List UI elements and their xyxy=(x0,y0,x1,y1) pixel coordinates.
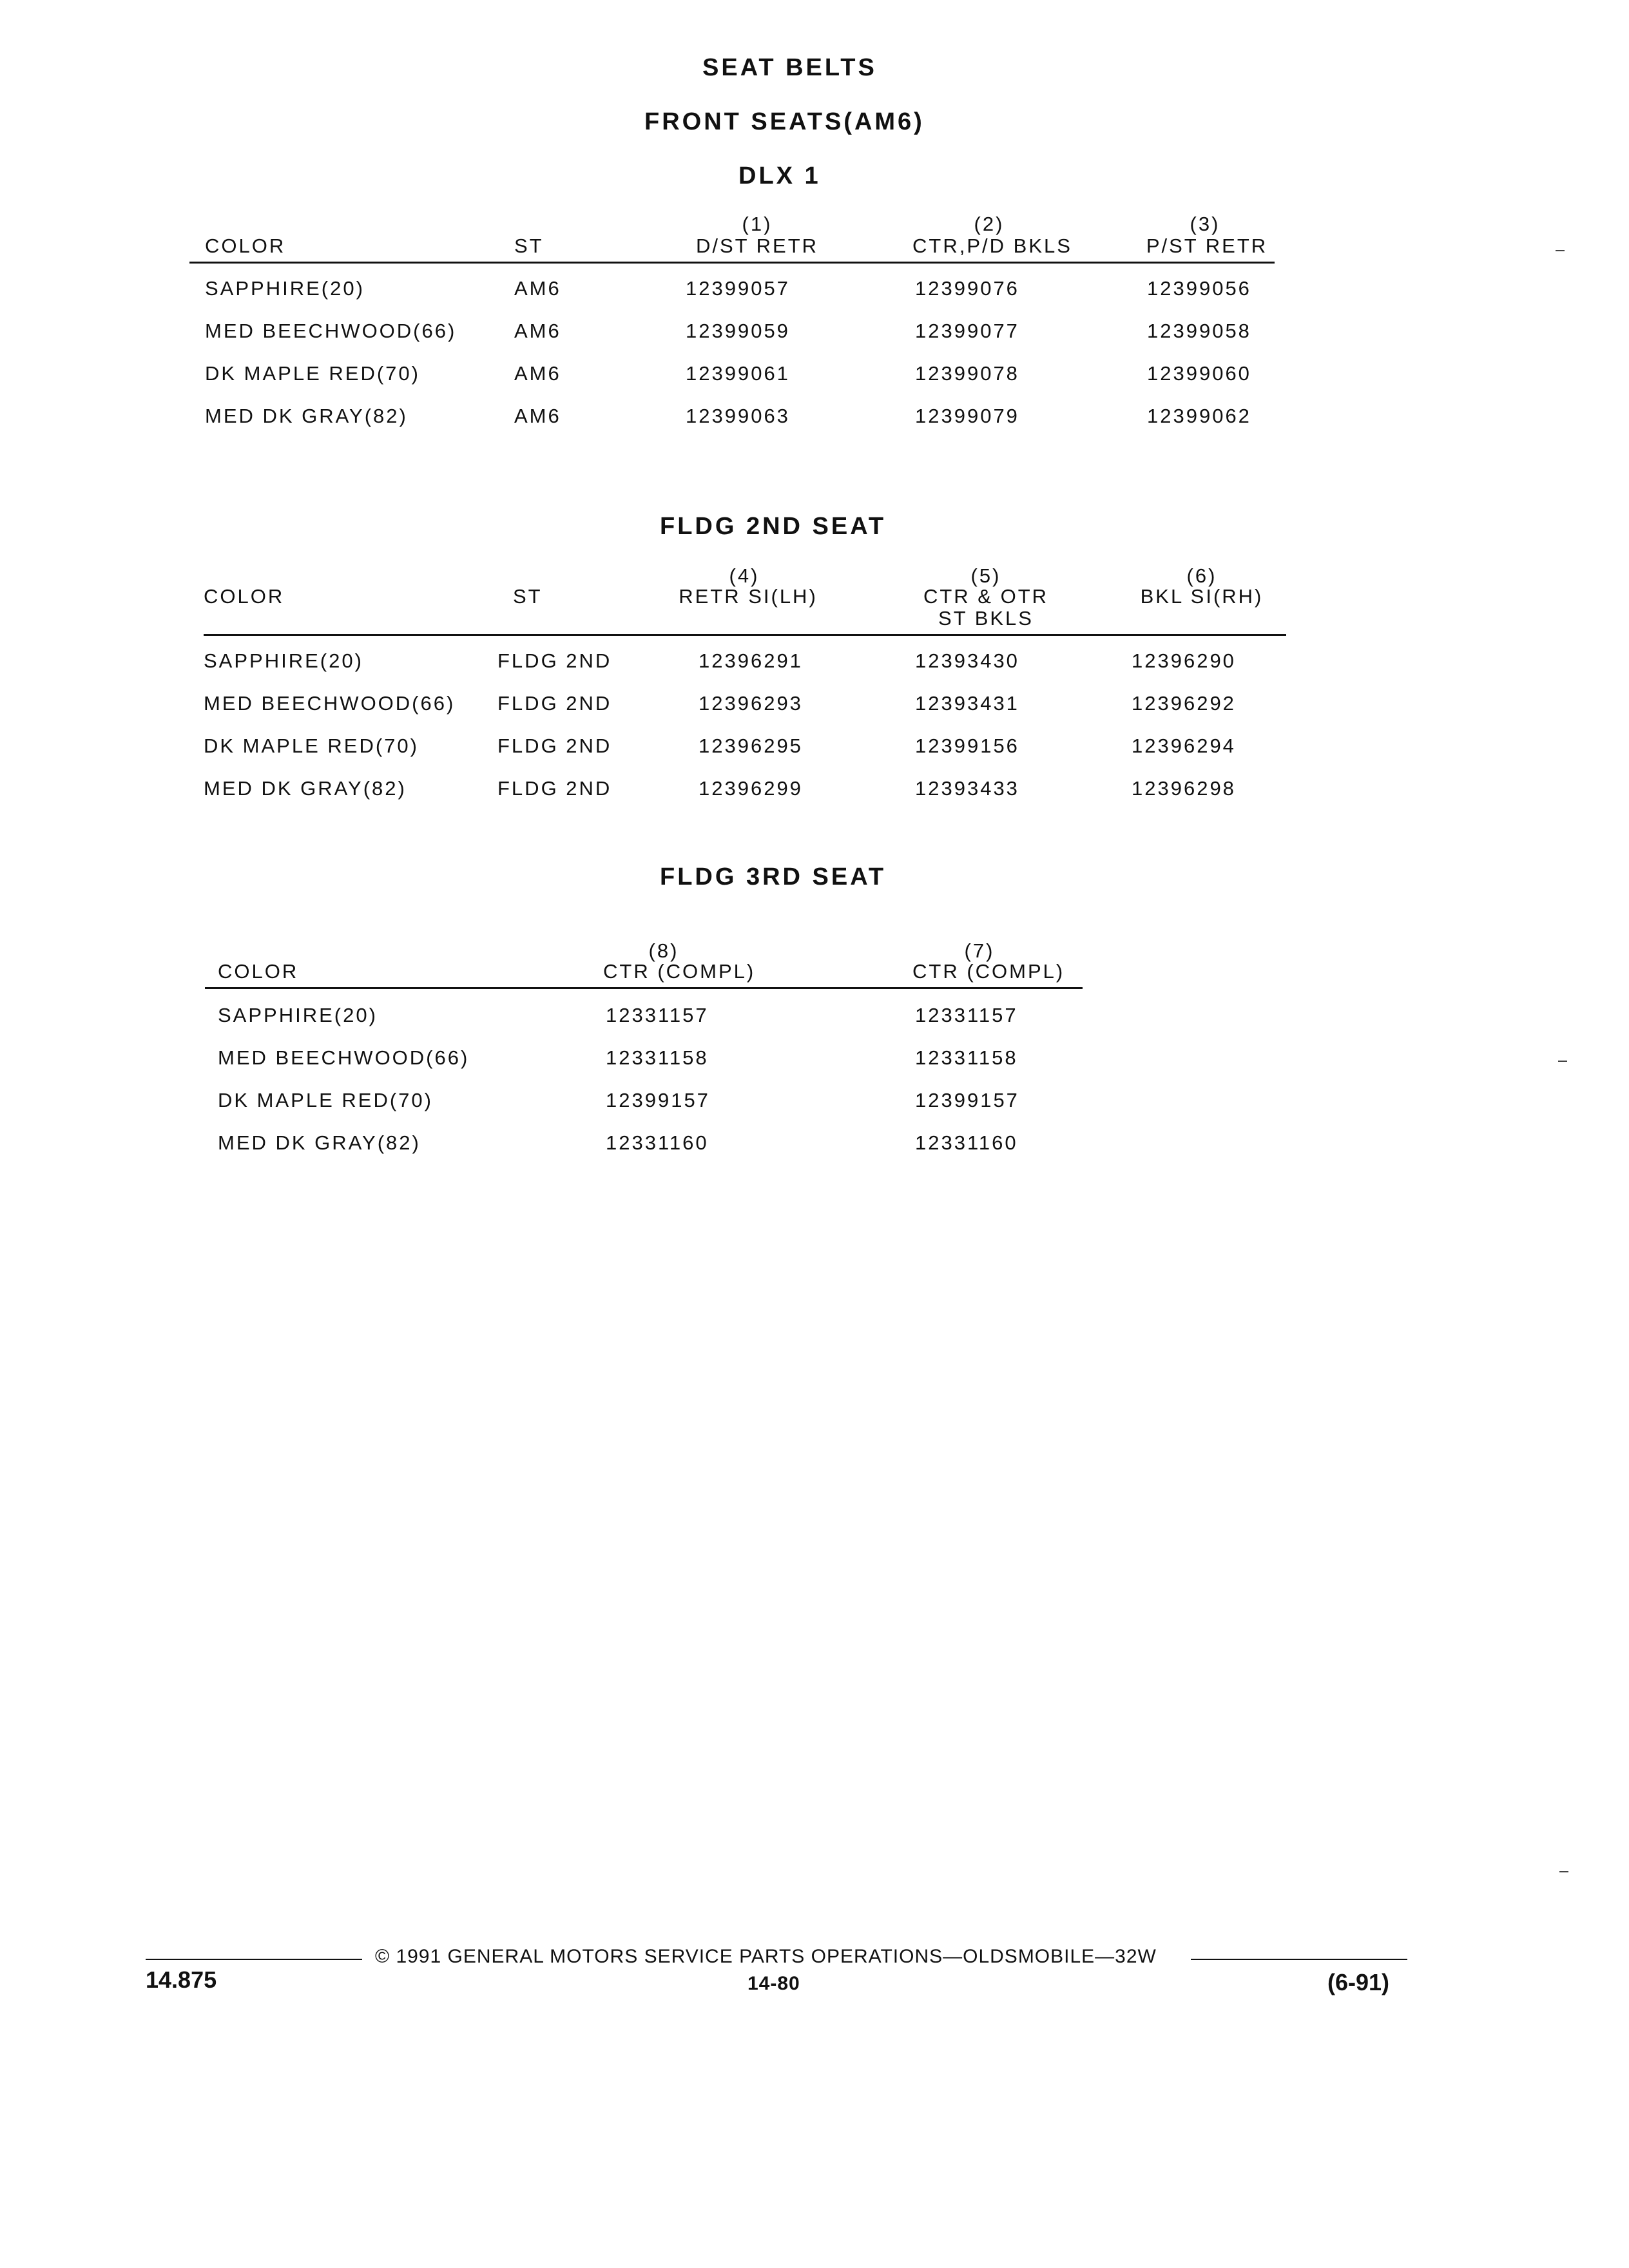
front-header-3-num: (3) xyxy=(1190,213,1220,235)
third-header-7-num: (7) xyxy=(964,939,995,962)
front-row-3-c3: 12399060 xyxy=(1147,362,1251,385)
front-header-rule xyxy=(189,262,1275,264)
front-header-2-num: (2) xyxy=(974,213,1005,235)
third-row-2-c8: 12331158 xyxy=(606,1046,709,1069)
third-header-rule xyxy=(205,987,1083,989)
front-row-4-c3: 12399062 xyxy=(1147,405,1251,427)
second-row-2-color: MED BEECHWOOD(66) xyxy=(204,692,456,715)
front-row-1-c3: 12399056 xyxy=(1147,277,1251,300)
margin-tick xyxy=(1558,1061,1567,1062)
front-row-4-c2: 12399079 xyxy=(915,405,1019,427)
margin-tick xyxy=(1556,250,1565,251)
front-header-1-num: (1) xyxy=(742,213,773,235)
footer-rule-left xyxy=(146,1959,362,1960)
second-row-1-color: SAPPHIRE(20) xyxy=(204,649,363,672)
front-row-4-color: MED DK GRAY(82) xyxy=(205,405,408,427)
third-row-3-c7: 12399157 xyxy=(915,1089,1019,1111)
second-header-5b: ST BKLS xyxy=(938,607,1034,629)
third-row-1-color: SAPPHIRE(20) xyxy=(218,1004,378,1026)
second-header-5: CTR & OTR xyxy=(923,585,1049,608)
front-header-3: P/ST RETR xyxy=(1146,235,1268,257)
front-row-3-color: DK MAPLE RED(70) xyxy=(205,362,420,385)
margin-tick xyxy=(1559,1871,1568,1872)
front-header-st: ST xyxy=(514,235,544,257)
front-header-color: COLOR xyxy=(205,235,286,257)
front-row-1-c1: 12399057 xyxy=(686,277,790,300)
section-title-front-seats: FRONT SEATS(AM6) xyxy=(644,108,925,135)
section-title-second-seat: FLDG 2ND SEAT xyxy=(660,513,887,540)
second-row-1-st: FLDG 2ND xyxy=(497,649,612,672)
second-row-4-color: MED DK GRAY(82) xyxy=(204,777,407,800)
second-row-4-c4: 12396299 xyxy=(699,777,803,800)
third-row-1-c7: 12331157 xyxy=(915,1004,1018,1026)
second-row-3-color: DK MAPLE RED(70) xyxy=(204,735,419,757)
third-row-4-c8: 12331160 xyxy=(606,1131,709,1154)
second-header-5-num: (5) xyxy=(970,564,1001,587)
second-row-3-st: FLDG 2ND xyxy=(497,735,612,757)
second-row-3-c6: 12396294 xyxy=(1132,735,1236,757)
second-row-2-c5: 12393431 xyxy=(915,692,1019,715)
front-header-2: CTR,P/D BKLS xyxy=(912,235,1072,257)
second-row-2-st: FLDG 2ND xyxy=(497,692,612,715)
front-header-1: D/ST RETR xyxy=(695,235,819,257)
section-title-third-seat: FLDG 3RD SEAT xyxy=(660,863,887,890)
second-row-4-c6: 12396298 xyxy=(1132,777,1236,800)
footer-copyright: © 1991 GENERAL MOTORS SERVICE PARTS OPERATIONS—OLDSMOBILE—32W xyxy=(375,1946,1157,1967)
trim-title: DLX 1 xyxy=(738,162,821,189)
second-row-4-st: FLDG 2ND xyxy=(497,777,612,800)
third-header-8-num: (8) xyxy=(648,939,679,962)
front-row-2-c3: 12399058 xyxy=(1147,320,1251,342)
footer-page-number: 14-80 xyxy=(747,1973,800,1994)
footer-section-number: 14.875 xyxy=(146,1966,217,1993)
third-header-7: CTR (COMPL) xyxy=(912,960,1065,983)
third-row-4-c7: 12331160 xyxy=(915,1131,1018,1154)
second-row-4-c5: 12393433 xyxy=(915,777,1019,800)
front-row-2-st: AM6 xyxy=(514,320,561,342)
footer-revision-date: (6-91) xyxy=(1327,1969,1390,1995)
front-row-1-color: SAPPHIRE(20) xyxy=(205,277,365,300)
front-row-4-st: AM6 xyxy=(514,405,561,427)
third-row-2-c7: 12331158 xyxy=(915,1046,1018,1069)
third-header-color: COLOR xyxy=(218,960,299,983)
third-row-3-c8: 12399157 xyxy=(606,1089,710,1111)
third-row-4-color: MED DK GRAY(82) xyxy=(218,1131,421,1154)
third-row-3-color: DK MAPLE RED(70) xyxy=(218,1089,433,1111)
front-row-1-c2: 12399076 xyxy=(915,277,1019,300)
second-row-2-c4: 12396293 xyxy=(699,692,803,715)
third-row-2-color: MED BEECHWOOD(66) xyxy=(218,1046,470,1069)
second-header-6: BKL SI(RH) xyxy=(1140,585,1264,608)
second-row-3-c5: 12399156 xyxy=(915,735,1019,757)
third-header-8: CTR (COMPL) xyxy=(603,960,756,983)
third-row-1-c8: 12331157 xyxy=(606,1004,709,1026)
second-row-2-c6: 12396292 xyxy=(1132,692,1236,715)
front-row-2-c2: 12399077 xyxy=(915,320,1019,342)
page-title: SEAT BELTS xyxy=(702,54,877,81)
second-header-st: ST xyxy=(513,585,543,608)
second-header-color: COLOR xyxy=(204,585,285,608)
second-header-6-num: (6) xyxy=(1186,564,1217,587)
second-row-1-c6: 12396290 xyxy=(1132,649,1236,672)
front-row-1-st: AM6 xyxy=(514,277,561,300)
front-row-3-st: AM6 xyxy=(514,362,561,385)
second-header-rule xyxy=(204,634,1286,636)
second-row-1-c5: 12393430 xyxy=(915,649,1019,672)
front-row-2-c1: 12399059 xyxy=(686,320,790,342)
second-row-1-c4: 12396291 xyxy=(699,649,803,672)
second-header-4-num: (4) xyxy=(729,564,760,587)
second-header-4: RETR SI(LH) xyxy=(679,585,818,608)
front-row-2-color: MED BEECHWOOD(66) xyxy=(205,320,457,342)
footer-rule-right xyxy=(1191,1959,1407,1960)
front-row-4-c1: 12399063 xyxy=(686,405,790,427)
front-row-3-c1: 12399061 xyxy=(686,362,790,385)
second-row-3-c4: 12396295 xyxy=(699,735,803,757)
front-row-3-c2: 12399078 xyxy=(915,362,1019,385)
